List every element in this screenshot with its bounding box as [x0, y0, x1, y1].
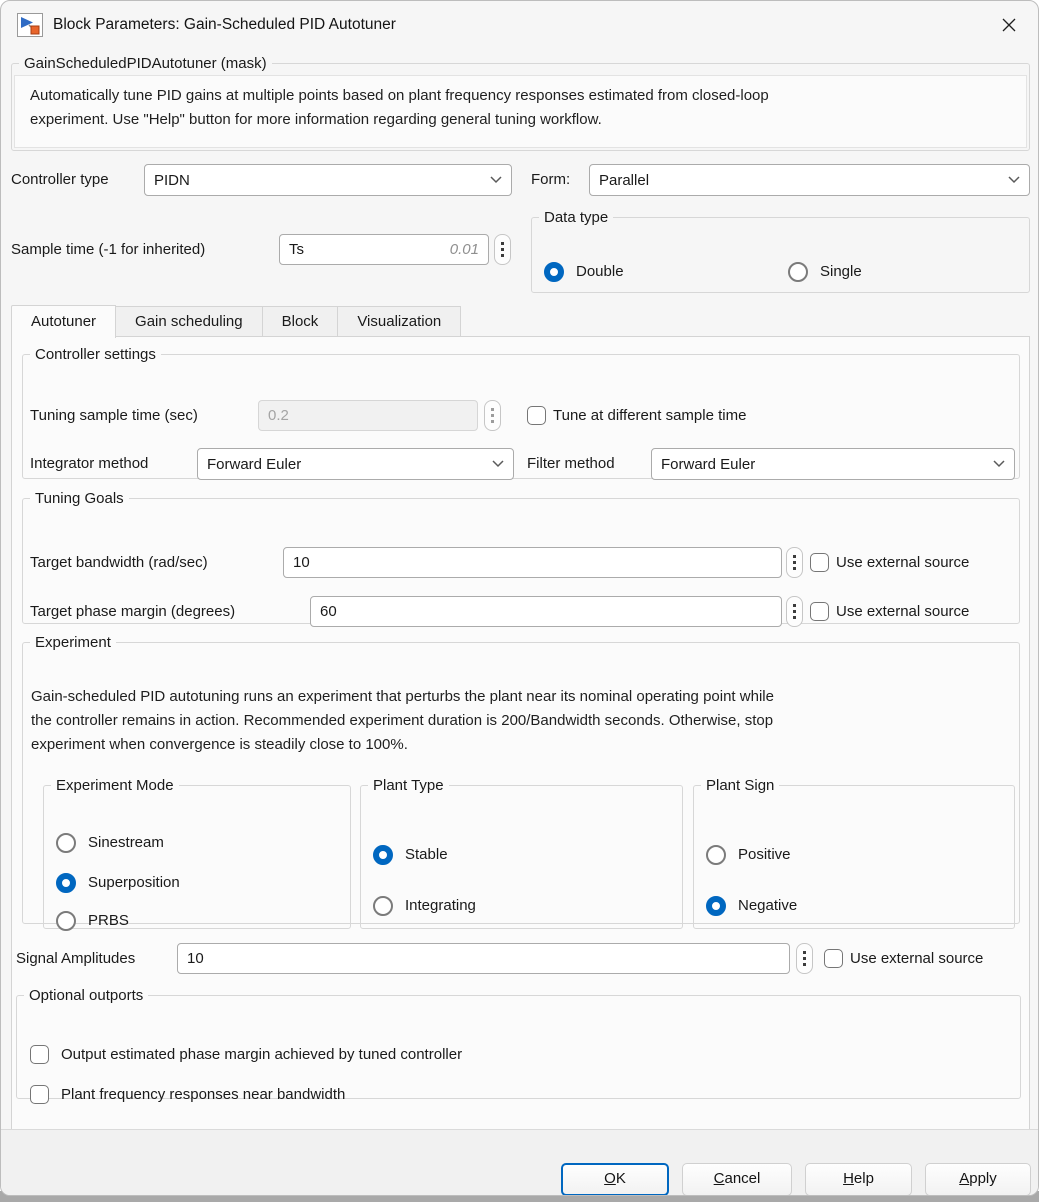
tab-bar — [11, 305, 461, 337]
form-value: Parallel — [599, 171, 650, 189]
form-dropdown[interactable] — [589, 164, 1030, 196]
controller-type-dropdown[interactable] — [144, 164, 512, 196]
integrator-method-value: Forward Euler — [207, 455, 302, 473]
signal-amplitudes-external-source-checkbox[interactable] — [824, 949, 843, 968]
mask-group — [11, 55, 1030, 151]
dialog-title: Block Parameters: Gain-Scheduled PID Autotuner — [53, 16, 396, 33]
filter-method-label: Filter method — [527, 455, 615, 472]
tuning-goals-group — [22, 490, 1020, 624]
button-bar — [1, 1129, 1038, 1196]
experiment-description-line: Gain-scheduled PID autotuning runs an experiment that perturbs the plant near its nominal operating point while — [31, 688, 774, 705]
tuning-sample-time-spinner — [484, 400, 501, 431]
signal-amplitudes-label: Signal Amplitudes — [16, 950, 136, 967]
radio-superposition-label[interactable]: Superposition — [88, 874, 180, 891]
output-phase-margin-checkbox[interactable] — [30, 1045, 49, 1064]
experiment-description-line: experiment when convergence is steadily close to 100%. — [31, 736, 408, 753]
target-bandwidth-input[interactable] — [283, 547, 782, 578]
signal-amplitudes-input[interactable] — [177, 943, 790, 974]
mask-description-line: Automatically tune PID gains at multiple points based on plant frequency responses estimated from closed-loop — [30, 87, 769, 104]
radio-negative[interactable] — [706, 893, 797, 918]
radio-icon[interactable] — [706, 845, 726, 865]
signal-amplitudes-spinner[interactable] — [796, 943, 813, 974]
target-phase-margin-spinner[interactable] — [786, 596, 803, 627]
bandwidth-external-source-checkbox[interactable] — [810, 553, 829, 572]
experiment-mode-legend: Experiment Mode — [56, 777, 174, 794]
radio-prbs-label[interactable]: PRBS — [88, 912, 129, 929]
radio-sinestream[interactable] — [56, 830, 164, 855]
target-phase-margin-label: Target phase margin (degrees) — [30, 603, 236, 620]
radio-double[interactable] — [544, 259, 624, 284]
radio-icon[interactable] — [788, 262, 808, 282]
target-phase-margin-input[interactable] — [310, 596, 782, 627]
experiment-description — [31, 685, 1016, 757]
tuning-sample-time-input — [258, 400, 478, 431]
radio-icon[interactable] — [544, 262, 564, 282]
close-icon[interactable] — [992, 8, 1026, 42]
integrator-method-label: Integrator method — [30, 455, 149, 472]
chevron-down-icon — [490, 176, 502, 184]
signal-amplitudes-external-source-label[interactable]: Use external source — [850, 950, 984, 967]
plant-sign-group — [693, 777, 1015, 929]
plant-sign-legend: Plant Sign — [706, 777, 775, 794]
radio-prbs[interactable] — [56, 908, 129, 933]
filter-method-value: Forward Euler — [661, 455, 756, 473]
bandwidth-external-source-label[interactable]: Use external source — [836, 554, 970, 571]
radio-icon[interactable] — [56, 911, 76, 931]
tuning-sample-time-label: Tuning sample time (sec) — [30, 407, 198, 424]
radio-stable-label[interactable]: Stable — [405, 846, 448, 863]
data-type-legend: Data type — [544, 209, 609, 226]
optional-outports-group — [16, 987, 1021, 1103]
optional-outports-legend: Optional outports — [29, 987, 144, 1004]
plant-type-group — [360, 777, 683, 929]
radio-icon[interactable] — [373, 896, 393, 916]
radio-stable[interactable] — [373, 842, 448, 867]
target-bandwidth-value: 10 — [293, 554, 310, 571]
sample-time-evaluated-value: 0.01 — [449, 241, 479, 258]
signal-amplitudes-value: 10 — [187, 950, 204, 967]
radio-icon[interactable] — [373, 845, 393, 865]
plant-frequency-responses-checkbox[interactable] — [30, 1085, 49, 1104]
experiment-group — [22, 634, 1020, 929]
radio-negative-label[interactable]: Negative — [738, 897, 798, 914]
output-phase-margin-label[interactable]: Output estimated phase margin achieved by tuned controller — [61, 1046, 463, 1063]
tuning-goals-legend: Tuning Goals — [35, 490, 124, 507]
controller-settings-group — [22, 346, 1020, 479]
sample-time-label: Sample time (-1 for inherited) — [11, 241, 206, 258]
tab-autotuner[interactable]: Autotuner — [11, 305, 116, 338]
tune-different-sample-time-checkbox[interactable] — [527, 406, 546, 425]
chevron-down-icon — [1008, 176, 1020, 184]
experiment-legend: Experiment — [35, 634, 111, 651]
help-button[interactable]: Help — [805, 1163, 912, 1196]
controller-settings-legend: Controller settings — [35, 346, 156, 363]
mask-legend: GainScheduledPIDAutotuner (mask) — [24, 55, 267, 72]
chevron-down-icon — [492, 460, 504, 468]
simulink-block-icon — [17, 13, 43, 37]
target-bandwidth-spinner[interactable] — [786, 547, 803, 578]
integrator-method-dropdown[interactable] — [197, 448, 514, 480]
mask-description — [14, 75, 1027, 148]
radio-double-label[interactable]: Double — [576, 263, 624, 280]
plant-type-legend: Plant Type — [373, 777, 444, 794]
controller-type-label: Controller type — [11, 171, 109, 188]
tab-block[interactable]: Block — [263, 306, 339, 337]
autotuner-tab-panel — [11, 336, 1030, 1129]
radio-single-label[interactable]: Single — [820, 263, 862, 280]
radio-icon[interactable] — [56, 833, 76, 853]
tuning-sample-time-value: 0.2 — [268, 407, 289, 424]
radio-sinestream-label[interactable]: Sinestream — [88, 834, 164, 851]
ok-button[interactable]: OK — [561, 1163, 669, 1196]
sample-time-value: Ts — [289, 241, 304, 258]
chevron-down-icon — [993, 460, 1005, 468]
radio-single[interactable] — [788, 259, 862, 284]
radio-positive-label[interactable]: Positive — [738, 846, 791, 863]
titlebar — [1, 1, 1038, 49]
plant-frequency-responses-label[interactable]: Plant frequency responses near bandwidth — [61, 1086, 346, 1103]
filter-method-dropdown[interactable] — [651, 448, 1015, 480]
phase-margin-external-source-checkbox[interactable] — [810, 602, 829, 621]
radio-positive[interactable] — [706, 842, 791, 867]
target-phase-margin-value: 60 — [320, 603, 337, 620]
mask-description-line: experiment. Use "Help" button for more information regarding general tuning workflow. — [30, 111, 602, 128]
controller-type-value: PIDN — [154, 171, 190, 189]
radio-icon[interactable] — [56, 873, 76, 893]
radio-integrating[interactable] — [373, 893, 476, 918]
sample-time-input[interactable] — [279, 234, 489, 265]
cancel-button[interactable]: Cancel — [682, 1163, 792, 1196]
radio-icon[interactable] — [706, 896, 726, 916]
experiment-description-line: the controller remains in action. Recommended experiment duration is 200/Bandwidth seconds. Otherwise, stop — [31, 712, 774, 729]
experiment-mode-group — [43, 777, 351, 929]
target-bandwidth-label: Target bandwidth (rad/sec) — [30, 554, 208, 571]
tab-gain-scheduling[interactable]: Gain scheduling — [116, 306, 263, 337]
radio-superposition[interactable] — [56, 870, 180, 895]
apply-button[interactable]: Apply — [925, 1163, 1031, 1196]
sample-time-spinner[interactable] — [494, 234, 511, 265]
radio-integrating-label[interactable]: Integrating — [405, 897, 476, 914]
data-type-group — [531, 209, 1030, 293]
tune-different-sample-time-label[interactable]: Tune at different sample time — [553, 407, 747, 424]
form-label: Form: — [531, 171, 571, 188]
tab-visualization[interactable]: Visualization — [338, 306, 461, 337]
phase-margin-external-source-label[interactable]: Use external source — [836, 603, 970, 620]
